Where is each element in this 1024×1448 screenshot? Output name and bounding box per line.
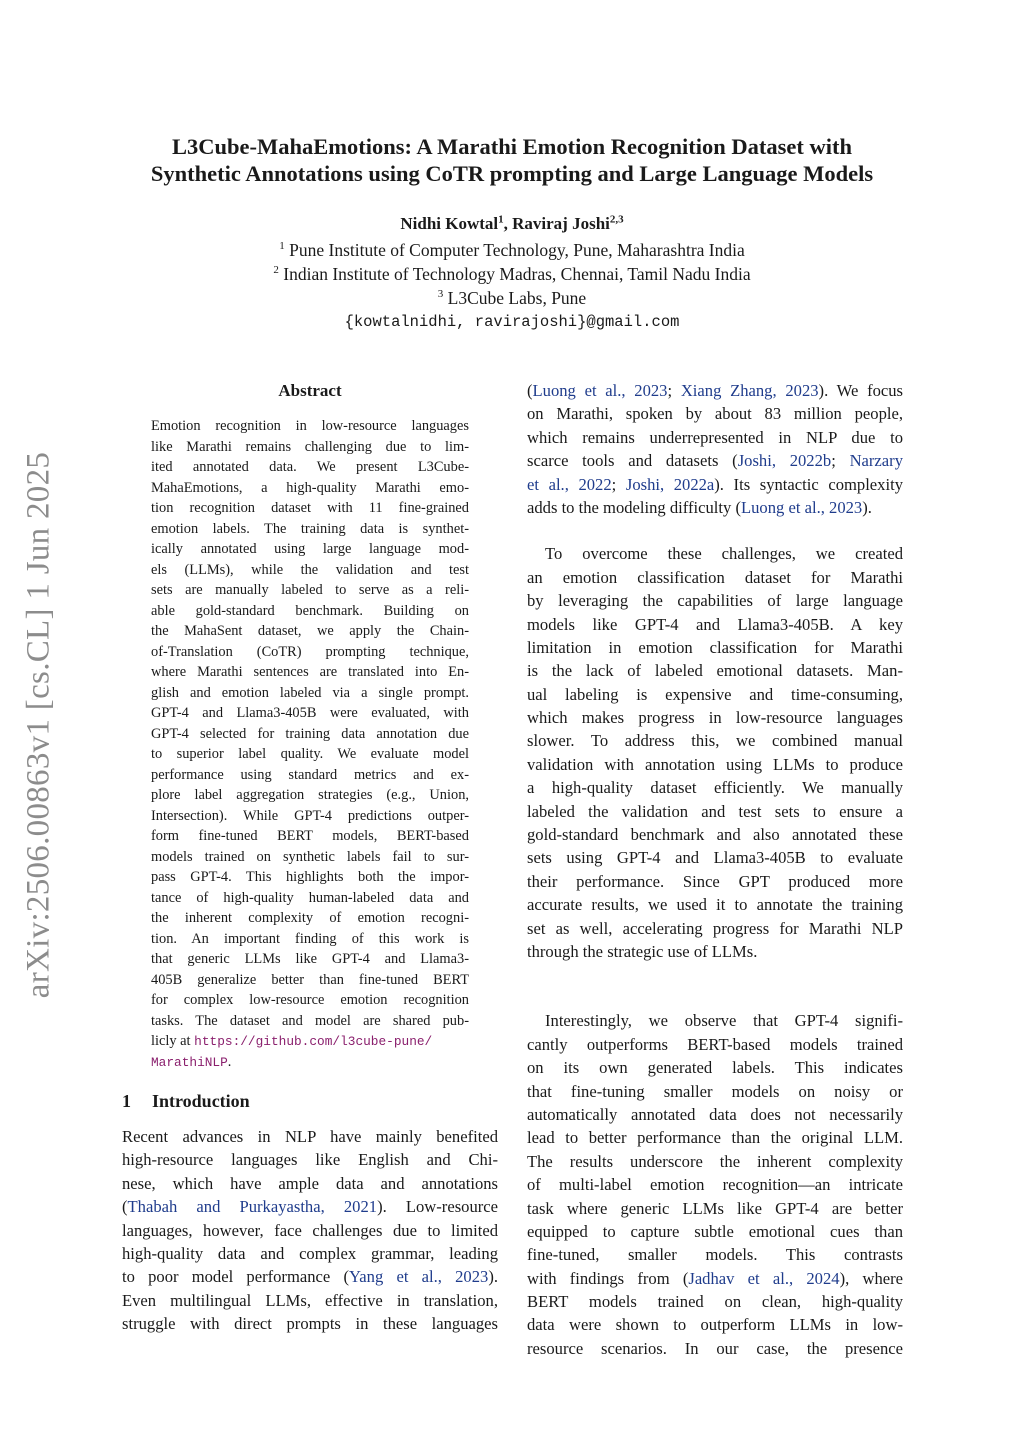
body-text: adds to the modeling difficulty ( <box>527 497 741 517</box>
abstract-line: models trained on synthetic labels fail to sur- <box>151 848 469 865</box>
abstract-link-prefix: licly at <box>151 1033 195 1049</box>
body-text: scarce tools and datasets ( <box>527 451 738 471</box>
abstract-line: Intersection). While GPT-4 predictions outper- <box>151 807 469 824</box>
body-line: of multi-label emotion recognition—an intricate <box>527 1175 903 1195</box>
body-text: ). Low-resource <box>377 1197 498 1217</box>
body-line <box>527 1267 903 1290</box>
body-line: The results underscore the inherent complexity <box>527 1151 903 1171</box>
abstract-line: ically annotated using large language mod- <box>151 541 469 557</box>
body-line: Recent advances in NLP have mainly benefited <box>122 1127 498 1146</box>
section-heading-introduction <box>122 1089 250 1113</box>
citation-link[interactable]: Thabah and Purkayastha, 2021 <box>127 1197 378 1217</box>
abstract-line: the inherent complexity of emotion recogni- <box>151 910 469 926</box>
paragraph-gap <box>527 963 903 986</box>
citation-link[interactable]: Jadhav et al., 2024 <box>688 1268 840 1288</box>
abstract-line: tance of high-quality human-labeled data and <box>151 889 469 906</box>
abstract-line: tion. An important finding of this work is <box>151 930 469 947</box>
citation-link[interactable]: Luong et al., 2023 <box>532 381 668 400</box>
abstract-line: tion recognition dataset with 11 fine-grained <box>151 500 469 516</box>
section-number: 1 <box>122 1091 131 1111</box>
abstract-line: of-Translation (CoTR) prompting technique, <box>151 643 469 660</box>
body-line: equipped to capture subtle emotional cues than <box>527 1221 903 1241</box>
body-line <box>527 496 903 519</box>
body-line: BERT models trained on clean, high-quality <box>527 1292 903 1312</box>
affiliation-line <box>0 238 1024 262</box>
abstract-line: glish and emotion labeled via a single prompt. <box>151 684 469 701</box>
body-line: on Marathi, spoken by about 83 million people, <box>527 404 903 424</box>
body-line: fine-tuned, smaller models. This contrasts <box>527 1245 903 1265</box>
abstract-line <box>151 1052 469 1073</box>
author-affil-marker: 1 <box>498 213 504 226</box>
abstract-line: performance using standard metrics and ex- <box>151 766 469 783</box>
body-line: through the strategic use of LLMs. <box>527 941 758 961</box>
abstract-line: pass GPT-4. This highlights both the impor- <box>151 869 469 885</box>
body-text: to poor model performance ( <box>122 1267 349 1287</box>
abstract-line: emotion labels. The training data is synthet- <box>151 520 469 537</box>
body-line: validation with annotation using LLMs to produce <box>527 754 903 774</box>
affil-marker: 2 <box>273 264 279 277</box>
abstract-line: able gold-standard benchmark. Building on <box>151 602 469 619</box>
abstract-line: MahaEmotions, a high-quality Marathi emo- <box>151 479 469 496</box>
section-title: Introduction <box>152 1091 250 1111</box>
abstract-line: plore label aggregation strategies (e.g., Union, <box>151 787 469 803</box>
affil-marker: 3 <box>437 288 444 301</box>
abstract-line: like Marathi remains challenging due to lim- <box>151 438 469 455</box>
abstract-line: for complex low-resource emotion recognition <box>151 992 469 1008</box>
citation-link[interactable]: Narzary <box>849 451 903 471</box>
body-line: nese, which have ample data and annotations <box>122 1173 498 1193</box>
abstract-line: the MahaSent dataset, we apply the Chain- <box>151 623 469 639</box>
abstract-line: ited annotated data. We present L3Cube- <box>151 459 469 475</box>
body-line <box>122 1265 498 1288</box>
abstract-line: els (LLMs), while the validation and test <box>151 561 469 578</box>
abstract-line: sets are manually labeled to serve as a reli- <box>151 582 469 598</box>
affil-text: Pune Institute of Computer Technology, Pune, Maharashtra India <box>289 240 745 260</box>
paper-title <box>80 133 944 187</box>
body-line: resource scenarios. In our case, the presence <box>527 1338 903 1358</box>
body-line: is the lack of labeled emotional datasets. Man- <box>527 661 903 681</box>
abstract-line: GPT-4 selected for training data annotation due <box>151 725 469 742</box>
abstract-line: Emotion recognition in low-resource languages <box>151 418 469 434</box>
body-line: by leveraging the capabilities of large language <box>527 591 903 611</box>
body-line: labeled the validation and test sets to ensure a <box>527 801 903 821</box>
body-text: ). <box>862 497 872 517</box>
body-line: which makes progress in low-resource languages <box>527 708 903 728</box>
citation-link[interactable]: Luong et al., 2023 <box>741 497 863 517</box>
body-line: that fine-tuning smaller models on noisy or <box>527 1081 903 1101</box>
author-separator: , <box>503 214 513 233</box>
author-affil-marker: 2,3 <box>609 213 624 226</box>
body-line: languages, however, face challenges due to limited <box>122 1220 498 1240</box>
abstract-line: GPT-4 and Llama3-405B were evaluated, with <box>151 705 469 721</box>
repo-link[interactable]: https://github.com/l3cube-pune/ <box>194 1034 433 1049</box>
citation-link[interactable]: et al., 2022 <box>527 474 612 494</box>
body-line <box>122 1195 498 1218</box>
abstract-line <box>151 1031 469 1052</box>
author-name: Raviraj Joshi <box>512 214 610 233</box>
body-line: To overcome these challenges, we created <box>545 544 903 564</box>
abstract-heading: Abstract <box>278 381 342 400</box>
abstract-body <box>151 416 469 1072</box>
paren: ( <box>122 1197 128 1217</box>
title-line-2: Synthetic Annotations using CoTR prompting and Large Language Models <box>150 161 874 186</box>
author-name: Nidhi Kowtal <box>400 214 499 233</box>
body-line: models like GPT-4 and Llama3-405B. A key <box>527 614 903 634</box>
body-line: which remains underrepresented in NLP due to <box>527 427 903 447</box>
body-line: a high-quality dataset efficiently. We manually <box>527 778 903 798</box>
abstract-end-period: . <box>227 1053 232 1070</box>
affil-text: Indian Institute of Technology Madras, Chennai, Tamil Nadu India <box>283 264 751 284</box>
body-line: set as well, accelerating progress for Marathi NLP <box>527 918 903 938</box>
abstract-line: to superior label quality. We evaluate model <box>151 746 469 762</box>
body-line: cantly outperforms BERT-based models trained <box>527 1034 903 1054</box>
body-line: data were shown to outperform LLMs in low- <box>527 1315 903 1335</box>
affil-text: L3Cube Labs, Pune <box>447 288 587 308</box>
citation-link[interactable]: Joshi, 2022a <box>625 474 715 494</box>
citation-link[interactable]: Xiang Zhang, 2023 <box>680 381 819 400</box>
body-line: on its own generated labels. This indicates <box>527 1058 903 1078</box>
body-line: Interestingly, we observe that GPT-4 signifi- <box>545 1011 903 1031</box>
body-line: high-quality data and complex grammar, leading <box>122 1243 498 1263</box>
email-line: {kowtalnidhi, ravirajoshi}@gmail.com <box>344 313 680 331</box>
body-line: automatically annotated data does not necessarily <box>527 1104 903 1124</box>
body-line: high-resource languages like English and Chi- <box>122 1150 498 1170</box>
paragraph-gap <box>527 519 903 542</box>
citation-link[interactable]: Yang et al., 2023 <box>348 1267 489 1287</box>
paren: ( <box>527 381 533 400</box>
repo-link-continued[interactable]: MarathiNLP <box>151 1054 228 1070</box>
body-text: with findings from ( <box>527 1268 689 1288</box>
body-text: ). We focus <box>818 381 904 400</box>
body-text: ), where <box>839 1268 903 1288</box>
body-line: limitation in emotion classification for Marathi <box>527 637 903 657</box>
body-text: ). Its syntactic complexity <box>714 474 903 494</box>
abstract-line: that generic LLMs like GPT-4 and Llama3- <box>151 951 469 967</box>
introduction-left-column <box>122 1125 498 1336</box>
affiliation-line <box>0 286 1024 310</box>
arxiv-stamp: arXiv:2506.00863v1 [cs.CL] 1 Jun 2025 <box>20 451 57 999</box>
citation-separator: ; <box>667 381 681 400</box>
body-line: their performance. Since GPT produced more <box>527 871 903 891</box>
body-line <box>527 473 903 496</box>
abstract-line: tasks. The dataset and model are shared pub- <box>151 1012 469 1029</box>
body-line: task where generic LLMs like GPT-4 are better <box>527 1198 903 1218</box>
abstract-line: where Marathi sentences are translated into En- <box>151 664 469 680</box>
affil-marker: 1 <box>279 240 285 253</box>
introduction-right-column <box>527 379 903 1360</box>
citation-separator: ; <box>831 451 850 471</box>
title-line-1: L3Cube-MahaEmotions: A Marathi Emotion Recognition Dataset with <box>172 134 852 159</box>
body-line: gold-standard benchmark and also annotated these <box>527 825 903 845</box>
author-list <box>0 212 1024 236</box>
affiliation-line <box>0 262 1024 286</box>
abstract-line: form fine-tuned BERT models, BERT-based <box>151 828 469 844</box>
body-text: ). <box>488 1267 498 1287</box>
body-line: struggle with direct prompts in these languages <box>122 1314 498 1334</box>
affiliations <box>0 238 1024 334</box>
body-line: ual labeling is expensive and time-consuming, <box>527 684 903 704</box>
body-line: Even multilingual LLMs, effective in translation, <box>122 1290 498 1310</box>
body-line: lead to better performance than the original LLM. <box>527 1128 903 1148</box>
body-line: slower. To address this, we combined manual <box>527 731 903 751</box>
body-line: accurate results, we used it to annotate the training <box>527 895 903 915</box>
body-line: sets using GPT-4 and Llama3-405B to evaluate <box>527 848 903 868</box>
body-line <box>527 449 903 472</box>
body-line: an emotion classification dataset for Marathi <box>527 567 903 587</box>
abstract-line: 405B generalize better than fine-tuned BERT <box>151 971 469 988</box>
paragraph-gap <box>527 986 903 1009</box>
citation-separator: ; <box>611 474 626 494</box>
citation-link[interactable]: Joshi, 2022b <box>737 451 832 471</box>
body-line <box>527 379 903 402</box>
